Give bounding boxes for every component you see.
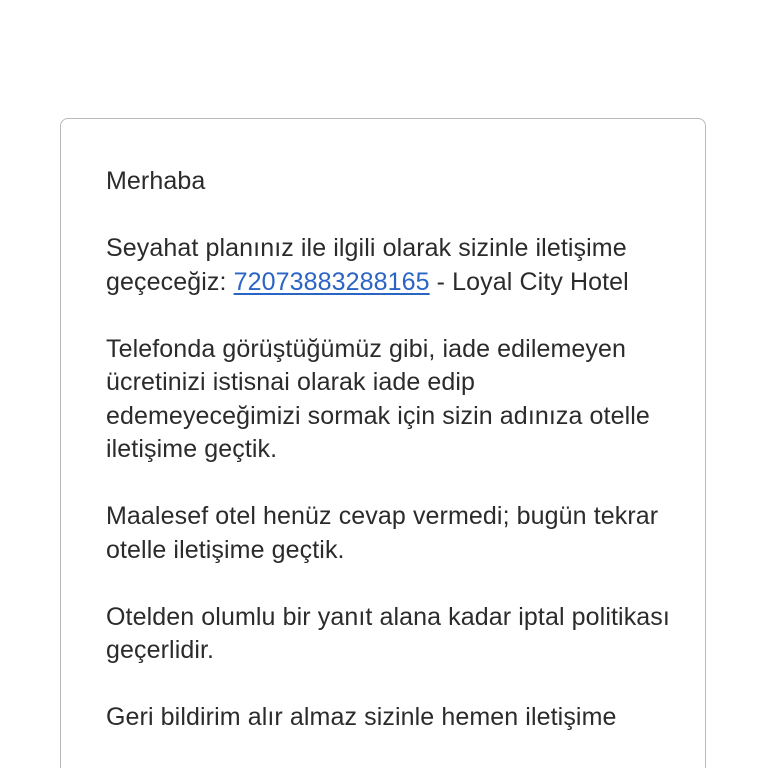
greeting-text	[106, 165, 676, 199]
paragraph-reservation	[106, 232, 676, 299]
paragraph-cancellation-policy: Otelden olumlu bir yanıt alana kadar iptal politikası geçerlidir.	[106, 602, 670, 664]
paragraph-refund-request: Telefonda görüştüğümüz gibi, iade edilemeyen ücretinizi istisnai olarak iade edip edemeyeceğimizi sormak için sizin adınıza otelle iletişime geçtik.	[106, 334, 650, 463]
greeting-label: Merhaba	[106, 167, 206, 195]
paragraph-feedback: Geri bildirim alır almaz sizinle hemen iletişime	[106, 703, 617, 731]
paragraph-no-response: Maalesef otel henüz cevap vermedi; bugün tekrar otelle iletişime geçtik.	[106, 502, 659, 564]
reservation-intro-text: Seyahat planınız ile ilgili olarak sizinle iletişime geçeceğiz:	[106, 234, 627, 296]
message-body	[106, 165, 676, 768]
hotel-name-text: - Loyal City Hotel	[429, 267, 629, 296]
reservation-number-link[interactable]: 72073883288165	[233, 267, 430, 296]
